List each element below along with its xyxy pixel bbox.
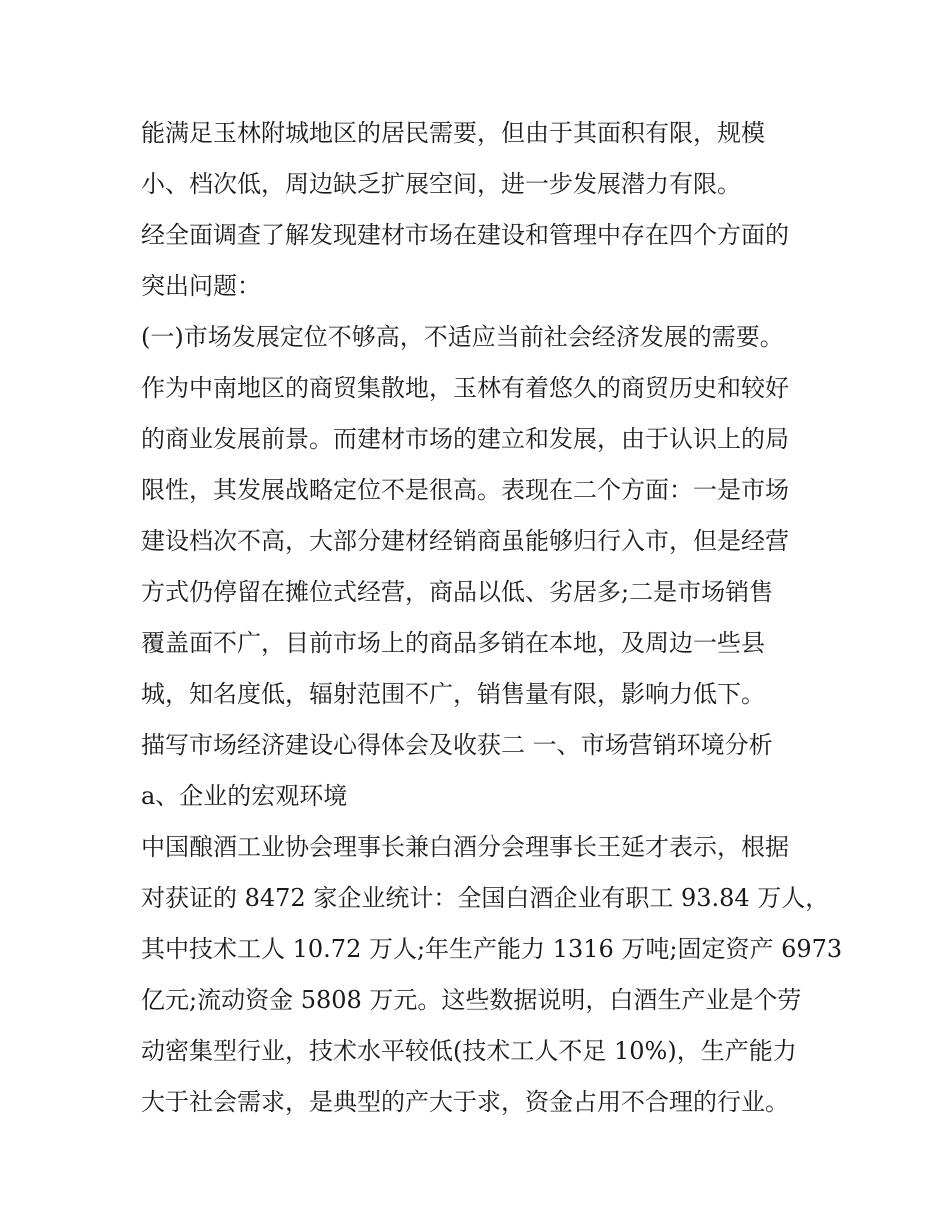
text-line: 的商业发展前景。而建材市场的建立和发展，由于认识上的局 bbox=[141, 425, 789, 453]
text-line: 其中技术工人 10.72 万人;年生产能力 1316 万吨;固定资产 6973 bbox=[141, 935, 843, 963]
text-line: 动密集型行业，技术水平较低(技术工人不足 10%)，生产能力 bbox=[141, 1037, 797, 1065]
text-line: 作为中南地区的商贸集散地，玉林有着悠久的商贸历史和较好 bbox=[141, 374, 789, 402]
text-line: 中国酿酒工业协会理事长兼白酒分会理事长王延才表示，根据 bbox=[141, 833, 789, 861]
text-line: 能满足玉林附城地区的居民需要，但由于其面积有限，规模 bbox=[141, 119, 765, 147]
subsection-heading: a、企业的宏观环境 bbox=[141, 782, 348, 810]
text-line: 限性，其发展战略定位不是很高。表现在二个方面：一是市场 bbox=[141, 476, 789, 504]
text-line: 亿元;流动资金 5808 万元。这些数据说明，白酒生产业是个劳 bbox=[141, 986, 802, 1014]
text-line: 小、档次低，周边缺乏扩展空间，进一步发展潜力有限。 bbox=[141, 170, 741, 198]
text-line: (一)市场发展定位不够高，不适应当前社会经济发展的需要。 bbox=[141, 323, 784, 351]
text-line: 城，知名度低，辐射范围不广，销售量有限，影响力低下。 bbox=[141, 680, 765, 708]
section-heading: 描写市场经济建设心得体会及收获二 一、市场营销环境分析 bbox=[141, 731, 773, 759]
body-text bbox=[141, 108, 843, 1128]
text-line: 对获证的 8472 家企业统计：全国白酒企业有职工 93.84 万人， bbox=[141, 884, 830, 912]
text-line: 经全面调查了解发现建材市场在建设和管理中存在四个方面的 bbox=[141, 221, 789, 249]
text-line: 大于社会需求，是典型的产大于求，资金占用不合理的行业。 bbox=[141, 1088, 789, 1116]
text-line: 建设档次不高，大部分建材经销商虽能够归行入市，但是经营 bbox=[141, 527, 789, 555]
text-line: 突出问题： bbox=[141, 272, 261, 300]
text-line: 覆盖面不广，目前市场上的商品多销在本地，及周边一些县 bbox=[141, 629, 765, 657]
text-line: 方式仍停留在摊位式经营，商品以低、劣居多;二是市场销售 bbox=[141, 578, 774, 606]
